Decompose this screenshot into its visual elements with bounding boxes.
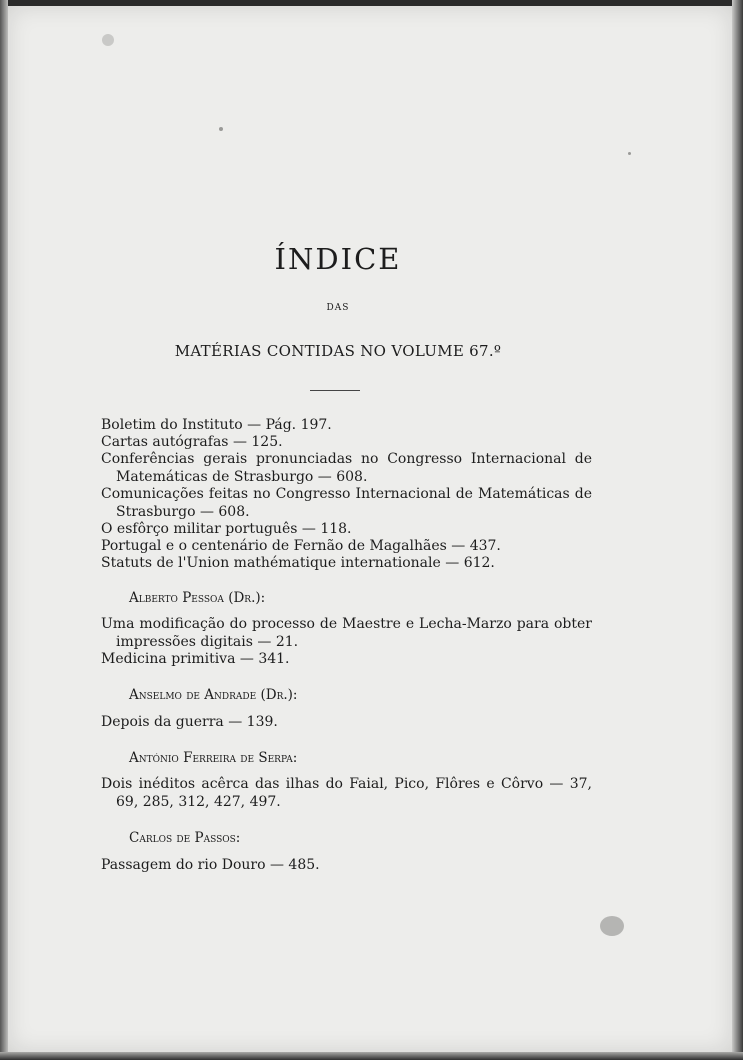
page-title: ÍNDICE — [274, 242, 402, 276]
author-heading: Alberto Pessoa (Dr.): — [129, 590, 266, 606]
index-entry: O esfôrço militar português — 118. — [101, 521, 352, 537]
title-connector: DAS — [326, 303, 350, 313]
index-entry: Portugal e o centenário de Fernão de Magalhães — 437. — [101, 538, 501, 554]
index-entry: Statuts de l'Union mathématique internationale — 612. — [101, 555, 495, 571]
author-heading: Carlos de Passos: — [129, 830, 241, 846]
book-binding-edge — [0, 0, 8, 1060]
index-entry: Conferências gerais pronunciadas no Congresso Internacional de Matemáticas de Strasburgo — 608. — [101, 451, 592, 485]
page-edge — [732, 0, 743, 1060]
book-page — [8, 6, 732, 1052]
paper-stain — [600, 916, 624, 936]
paper-stain — [102, 34, 114, 46]
divider-rule — [310, 390, 360, 391]
index-entry: Boletim do Instituto — Pág. 197. — [101, 417, 332, 433]
index-entry: Dois inéditos acêrca das ilhas do Faial, Pico, Flôres e Côrvo — 37, 69, 285, 312, 427, 497. — [101, 776, 592, 810]
index-entry: Depois da guerra — 139. — [101, 714, 278, 730]
index-entry: Cartas autógrafas — 125. — [101, 434, 283, 450]
author-heading: Anselmo de Andrade (Dr.): — [129, 687, 298, 703]
index-entry: Medicina primitiva — 341. — [101, 651, 290, 667]
index-entry: Comunicações feitas no Congresso Internacional de Matemáticas de Strasburgo — 608. — [101, 486, 592, 520]
page-edge — [0, 1052, 743, 1060]
paper-speck — [628, 152, 631, 155]
author-heading: António Ferreira de Serpa: — [129, 750, 298, 766]
page-subtitle: MATÉRIAS CONTIDAS NO VOLUME 67.º — [174, 342, 502, 360]
index-entry: Passagem do rio Douro — 485. — [101, 857, 320, 873]
paper-speck — [219, 127, 223, 131]
index-entry: Uma modificação do processo de Maestre e Lecha-Marzo para obter impressões digitais — 21. — [101, 616, 592, 650]
